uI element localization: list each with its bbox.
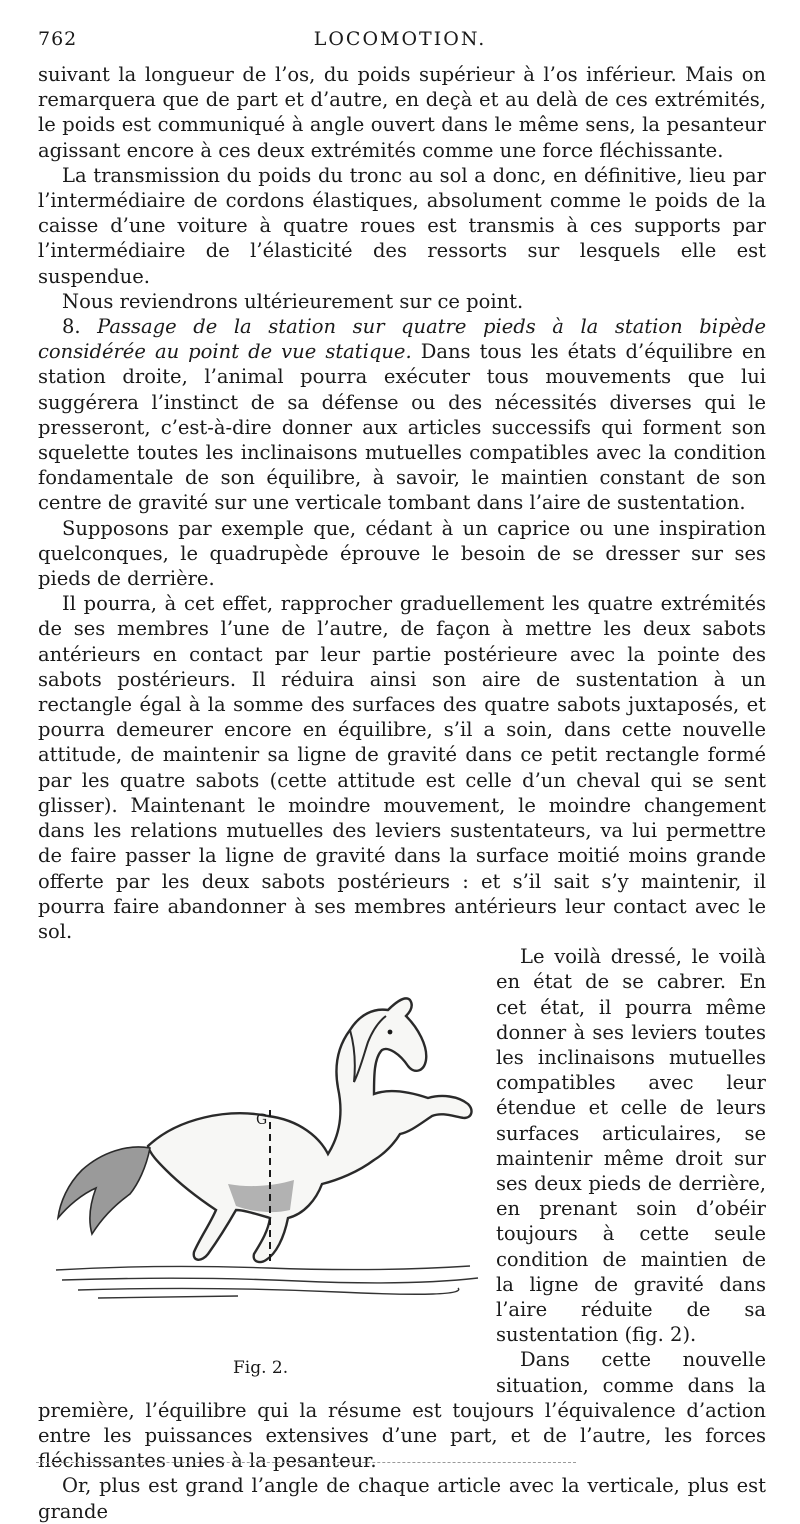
section-number: 8. xyxy=(62,315,81,339)
paragraph-transmission: La transmission du poids du tronc au sol a donc, en définitive, lieu par l’intermédiaire de cordons élastiques, absolument comme le poids de la caisse d’une voiture à quatre roues est transmis à ces supports par l’intermédiaire de l’élasticité des ressorts sur lesquels elle est suspendue. xyxy=(38,163,766,288)
figure-2 xyxy=(38,948,484,1388)
body-text xyxy=(38,62,766,1524)
horse-tail xyxy=(58,1147,150,1234)
paragraph-nouvelle-situation: Dans cette nouvelle situation, comme dans la première, l’équilibre qui la résume est toujours l’équivalence d’action entre les puissances extensives d’une part, et de l’autre, les forces fléchissantes unies à la pesanteur. xyxy=(38,1348,766,1473)
footer-rule xyxy=(36,1462,576,1463)
page-number: 762 xyxy=(38,28,78,50)
ground-lines xyxy=(56,1266,478,1298)
running-title: LOCOMOTION. xyxy=(313,28,487,50)
paragraph-il-pourra: Il pourra, à cet effet, rapprocher graduellement les quatre extrémités de ses membres l’une de l’autre, de façon à mettre les deux sabots antérieurs en contact par leur partie postérieure avec la pointe des sabots postérieurs. Il réduira ainsi son aire de sustentation à un rectangle égal à la somme des surfaces des quatre sabots juxtaposés, et pourra demeurer encore en équilibre, s’il a soin, dans cette nouvelle attitude, de maintenir sa ligne de gravité dans ce petit rectangle formé par les quatre sabots (cette attitude est celle d’un cheval qui se sent glisser). Maintenant le moindre mouvement, le moindre changement dans les relations mutuelles des leviers sustentateurs, va lui permettre de faire passer la ligne de gravité dans la surface moitié moins grande offerte par les deux sabots postérieurs : et s’il sait s’y maintenir, il pourra faire abandonner à ses membres antérieurs leur contact avec le sol. xyxy=(38,592,766,943)
page-header xyxy=(38,28,762,52)
rearing-horse-illustration xyxy=(38,948,484,1348)
section-8-paragraph xyxy=(38,314,766,516)
paragraph-or-plus: Or, plus est grand l’angle de chaque article avec la verticale, plus est grande xyxy=(38,1474,766,1523)
figure-caption: Fig. 2. xyxy=(233,1358,289,1379)
horse-eye xyxy=(388,1030,393,1035)
paragraph-reviendrons: Nous reviendrons ultérieurement sur ce point. xyxy=(62,289,524,313)
paragraph-le-voila: Le voilà dressé, le voilà en état de se cabrer. En cet état, il pourra même donner à ses leviers toutes les inclinaisons mutuelles compatibles avec leur étendue et celle de leurs surfaces articulaires, se maintenir même droit sur ses deux pieds de derrière, en prenant soin d’obéir toujours à cette seule condition de maintien de la ligne de gravité dans l’aire réduite de sa sustentation (fig. 2). xyxy=(496,945,766,1347)
gravity-label: G xyxy=(256,1112,268,1129)
paragraph-supposons: Supposons par exemple que, cédant à un caprice ou une inspiration quelconques, le quadrupède éprouve le besoin de se dresser sur ses pieds de derrière. xyxy=(38,516,766,591)
section-text: Dans tous les états d’équilibre en station droite, l’animal pourra exécuter tous mouvements que lui suggérera l’instinct de sa défense ou des nécessités diverses qui le presseront, c’est-à-dire donner aux articles successifs qui forment son squelette toutes les inclinaisons mutuelles compatibles avec la condition fondamentale de son équilibre, à savoir, le maintien constant de son centre de gravité sur une verticale tombant dans l’aire de sustentation. xyxy=(38,340,766,515)
horse-body xyxy=(148,999,471,1263)
section-heading: Passage de la station sur quatre pieds à la station bipède considérée au point de vue statique. xyxy=(38,315,767,364)
paragraph-continuation: suivant la longueur de l’os, du poids supérieur à l’os inférieur. Mais on remarquera que de part et d’autre, en deçà et au delà de ces extrémités, le poids est communiqué à angle ouvert dans le même sens, la pesanteur agissant encore à ces deux extrémités comme une force fléchissante. xyxy=(38,63,766,162)
